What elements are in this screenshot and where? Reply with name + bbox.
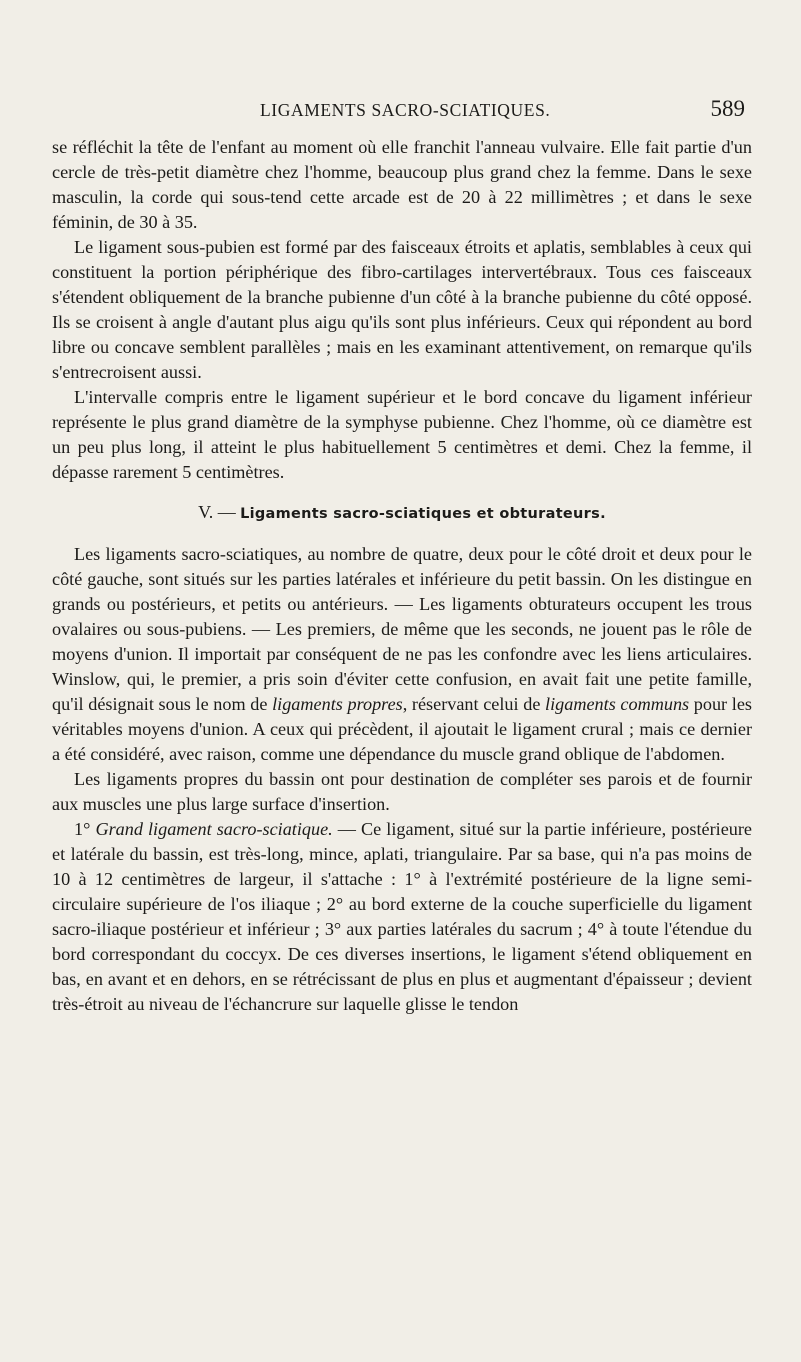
paragraph-continuation: se réfléchit la tête de l'enfant au moment où elle franchit l'anneau vulvaire. Elle fait partie d'un cercle de très-petit diamètre chez l'homme, beaucoup plus grand chez la femme. Dans le sexe masculin, la corde qui sous-tend cette arcade est de 20 à 22 millimètres ; et dans le sexe féminin, de 30 à 35. bbox=[52, 137, 752, 232]
page-number: 589 bbox=[710, 96, 745, 121]
paragraph-sous-pubien: Le ligament sous-pubien est formé par des faisceaux étroits et aplatis, semblables à ceux qui constituent la portion périphérique des fibro-cartilages intervertébraux. Tous ces faisceaux s'étendent obliquement de la branche pubienne d'un côté à la branche pubienne du côté opposé. Ils se croisent à angle d'autant plus aigu qu'ils sont plus inférieurs. Ceux qui répondent au bord libre ou concave semblent parallèles ; mais en les examinant attentivement, on remarque qu'ils s'entrecroisent aussi. bbox=[52, 237, 752, 382]
running-title: LIGAMENTS SACRO-SCIATIQUES. bbox=[260, 100, 551, 120]
page-body bbox=[52, 135, 752, 1017]
section-number: V. — bbox=[198, 502, 236, 522]
section-title: Ligaments sacro-sciatiques et obturateurs. bbox=[240, 506, 606, 522]
paragraph-ligaments-propres: Les ligaments propres du bassin ont pour destination de compléter ses parois et de fournir aux muscles une plus large surface d'insertion. bbox=[52, 769, 752, 814]
paragraph-intervalle: L'intervalle compris entre le ligament supérieur et le bord concave du ligament inférieur représente le plus grand diamètre de la symphyse pubienne. Chez l'homme, où ce diamètre est un peu plus long, il atteint le plus habituellement 5 centimètres et demi. Chez la femme, il dépasse rarement 5 centimètres. bbox=[52, 387, 752, 482]
text-run: — Ce ligament, situé sur la partie inférieure, postérieure et latérale du bassin, est très-long, mince, aplati, triangulaire. Par sa base, qui n'a pas moins de 10 à 12 centimètres de largeur, il s'attache : 1° à l'extrémité postérieure de la ligne semi-circulaire supérieure de l'os iliaque ; 2° au bord externe de la couche superficielle du ligament sacro-iliaque postérieur et inférieur ; 3° aux parties latérales du sacrum ; 4° à toute l'étendue du bord correspondant du coccyx. De ces diverses insertions, le ligament s'étend obliquement en bas, en avant et en dehors, en se rétrécissant de plus en plus et augmentant d'épaisseur ; devient très-étroit au niveau de l'échancrure sur laquelle glisse le tendon bbox=[52, 819, 752, 1014]
italic-term: ligaments propres bbox=[272, 694, 403, 714]
running-header bbox=[210, 96, 745, 126]
italic-term: ligaments communs bbox=[545, 694, 690, 714]
section-heading bbox=[52, 500, 752, 526]
text-run: , réservant celui de bbox=[402, 694, 546, 714]
text-run: pour les véritables moyens d'union. A ceux qui précèdent, il ajoutait le ligament crural ; mais ce dernier a été considéré, avec raison, comme une dépendance du muscle grand oblique de l'abdomen. bbox=[52, 694, 752, 764]
subheading-italic: Grand ligament sacro-sciatique. bbox=[95, 819, 333, 839]
item-number: 1° bbox=[74, 819, 96, 839]
paragraph-grand-ligament bbox=[52, 817, 752, 1017]
text-run: Les ligaments sacro-sciatiques, au nombre de quatre, deux pour le côté droit et deux pour le côté gauche, sont situés sur les parties latérales et inférieure du petit bassin. On les distingue en grands ou postérieurs, et petits ou antérieurs. — Les ligaments obturateurs occupent les trous ovalaires ou sous-pubiens. — Les premiers, de même que les seconds, ne jouent pas le rôle de moyens d'union. Il importait par conséquent de ne pas les confondre avec les liens articulaires. Winslow, qui, le premier, a pris soin d'éviter cette confusion, en avait fait une petite famille, qu'il désignait sous le nom de bbox=[52, 544, 752, 714]
paragraph-ligaments-overview bbox=[52, 542, 752, 767]
